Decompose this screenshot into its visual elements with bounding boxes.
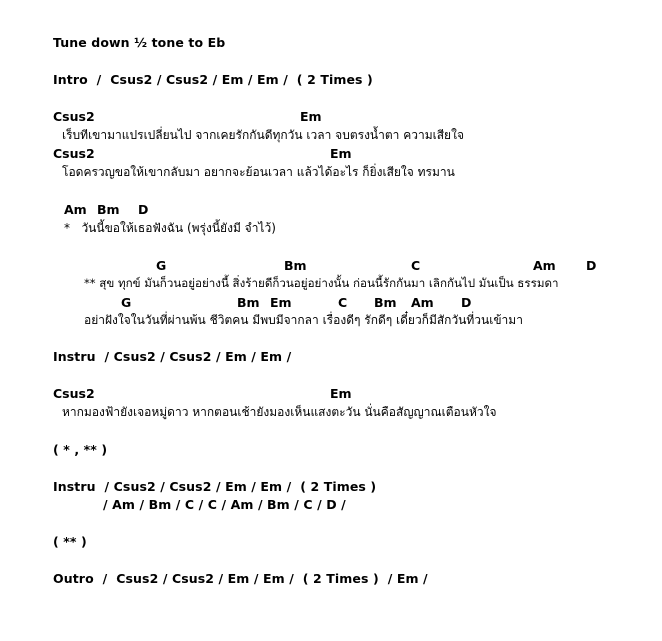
- chorus-chord: Bm: [284, 258, 307, 273]
- verse2-chord: Em: [330, 386, 352, 401]
- instru-line: Instru / Csus2 / Csus2 / Em / Em /: [53, 349, 292, 364]
- repeat-marker: ( * , ** ): [53, 442, 108, 457]
- verse2-lyric: หากมองฟ้ายังเจอหมู่ดาว หากตอนเช้ายังมองเห็นแสงตะวัน นั่นคือสัญญาณเตือนหัวใจ: [62, 405, 497, 419]
- repeat-marker: ( ** ): [53, 534, 87, 549]
- prechorus-chord: Bm: [97, 202, 120, 217]
- chorus-lyric: อย่าฝังใจในวันที่ผ่านพ้น ชีวิตคน มีพบมีจากลา เรื่องดีๆ รักดีๆ เดี๋ยวก็มีสักวันที่วนเข้ามา: [84, 313, 523, 327]
- instru-line: Instru / Csus2 / Csus2 / Em / Em / ( 2 Times ): [53, 479, 377, 494]
- chorus-chord: C: [411, 258, 421, 273]
- chorus-chord: Bm: [374, 295, 397, 310]
- chorus-chord: G: [121, 295, 132, 310]
- instru-line: / Am / Bm / C / C / Am / Bm / C / D /: [103, 497, 346, 512]
- chorus-chord: G: [156, 258, 167, 273]
- prechorus-chord: D: [138, 202, 149, 217]
- verse1-lyric: โอดครวญขอให้เขากลับมา อยากจะย้อนเวลา แล้วได้อะไร ก็ยิ่งเสียใจ ทรมาน: [62, 165, 455, 179]
- tuning-note: Tune down ½ tone to Eb: [53, 35, 226, 50]
- intro-line: Intro / Csus2 / Csus2 / Em / Em / ( 2 Times ): [53, 72, 373, 87]
- verse1-chord: Csus2: [53, 146, 95, 161]
- verse1-chord: Em: [330, 146, 352, 161]
- chorus-chord: Bm: [237, 295, 260, 310]
- prechorus-chord: Am: [64, 202, 87, 217]
- verse1-chord: Em: [300, 109, 322, 124]
- chorus-chord: D: [461, 295, 472, 310]
- chorus-chord: Am: [411, 295, 434, 310]
- verse1-lyric: เร็บทีเขามาแปรเปลี่ยนไป จากเคยรักกันดีทุกวัน เวลา จบตรงน้ำตา ความเสียใจ: [62, 128, 464, 142]
- verse2-chord: Csus2: [53, 386, 95, 401]
- outro-line: Outro / Csus2 / Csus2 / Em / Em / ( 2 Times ) / Em /: [53, 571, 428, 586]
- chorus-chord: C: [338, 295, 348, 310]
- prechorus-lyric: * วันนี้ขอให้เธอฟังฉัน (พรุ่งนี้ยังมี จำไว้): [64, 221, 276, 235]
- verse1-chord: Csus2: [53, 109, 95, 124]
- chorus-chord: Am: [533, 258, 556, 273]
- chorus-chord: Em: [270, 295, 292, 310]
- chorus-chord: D: [586, 258, 597, 273]
- chorus-lyric: ** สุข ทุกข์ มันก็วนอยู่อย่างนี้ สิ่งร้ายดีก็วนอยู่อย่างนั้น ก่อนนี้รักกันมา เลิกกันไป มันเป็น ธรรมดา: [84, 276, 559, 290]
